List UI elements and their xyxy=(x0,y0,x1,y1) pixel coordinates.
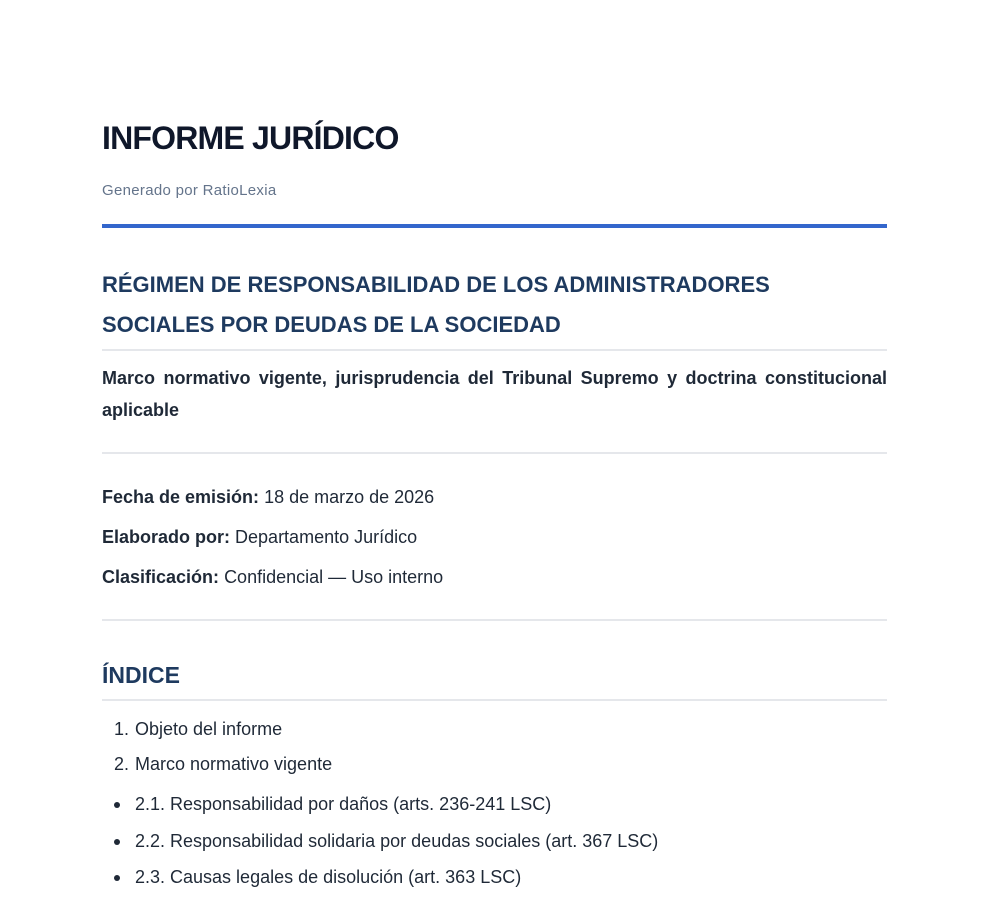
bullet-icon xyxy=(114,802,120,808)
meta-divider xyxy=(102,619,887,621)
author-label: Elaborado por: xyxy=(102,527,231,547)
index-item-text: Objeto del informe xyxy=(135,719,283,739)
issue-date-label: Fecha de emisión: xyxy=(102,487,260,507)
index-item-text: Marco normativo vigente xyxy=(135,754,333,774)
index-heading: ÍNDICE xyxy=(102,662,180,688)
author-line xyxy=(102,525,417,549)
report-subtitle: Marco normativo vigente, jurisprudencia del Tribunal Supremo y doctrina constitucional aplicable xyxy=(102,368,887,420)
heading-divider xyxy=(102,349,887,351)
bullet-icon xyxy=(114,875,120,881)
classification-line xyxy=(102,565,443,589)
subtitle-divider xyxy=(102,452,887,454)
issue-date-value: 18 de marzo de 2026 xyxy=(264,487,435,507)
document-title: INFORME JURÍDICO xyxy=(102,120,399,156)
index-subitem-text: 2.3. Causas legales de disolución (art. 363 LSC) xyxy=(135,867,522,887)
index-subitem-text: 2.1. Responsabilidad por daños (arts. 236-241 LSC) xyxy=(135,794,552,814)
header-accent-divider xyxy=(102,224,887,228)
index-item-number: 1. xyxy=(114,719,130,739)
author-value: Departamento Jurídico xyxy=(235,527,418,547)
classification-label: Clasificación: xyxy=(102,567,220,587)
index-item-number: 2. xyxy=(114,754,130,774)
generated-by-label: Generado por RatioLexia xyxy=(102,182,277,199)
index-divider xyxy=(102,699,887,701)
bullet-icon xyxy=(114,839,120,845)
classification-value: Confidencial — Uso interno xyxy=(224,567,444,587)
issue-date-line xyxy=(102,485,434,509)
report-heading: RÉGIMEN DE RESPONSABILIDAD DE LOS ADMINISTRADORES SOCIALES POR DEUDAS DE LA SOCIEDAD xyxy=(102,272,770,337)
index-subitem-text: 2.2. Responsabilidad solidaria por deudas sociales (art. 367 LSC) xyxy=(135,831,659,851)
